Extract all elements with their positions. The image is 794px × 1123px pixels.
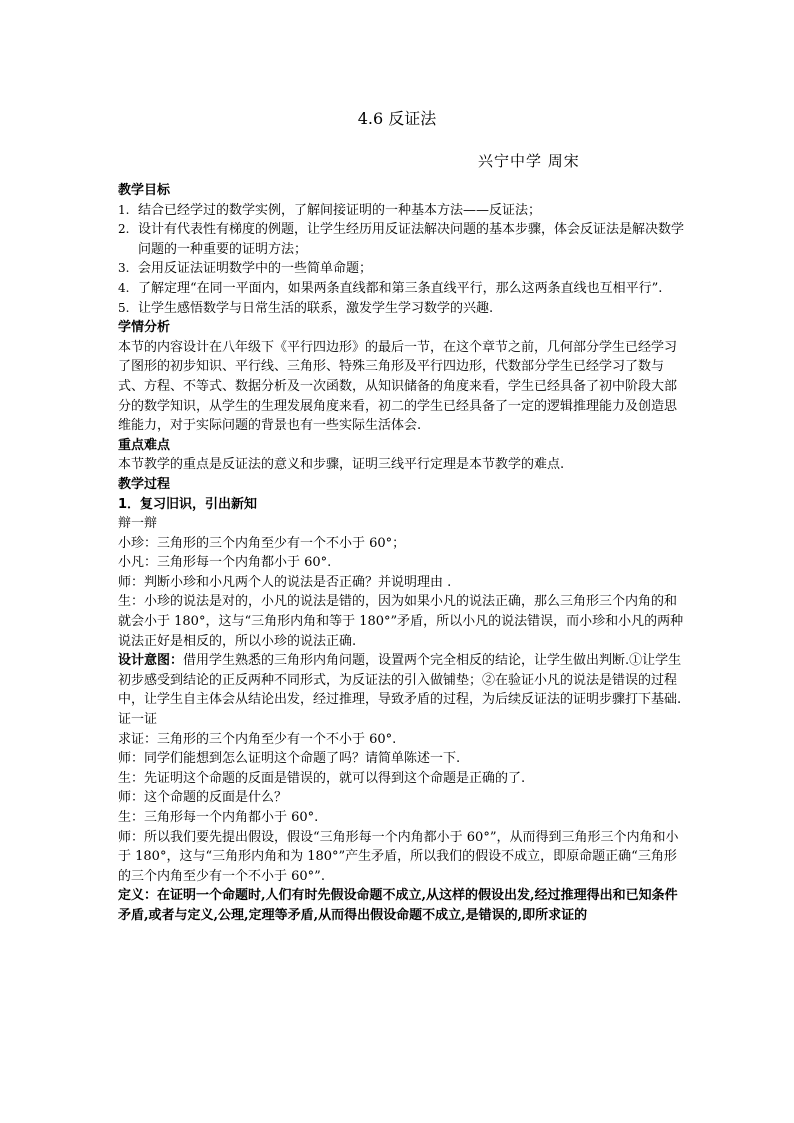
design-intent [118, 651, 684, 710]
process-heading: 教学过程 [118, 476, 171, 492]
dialogue-line: 生：小珍的说法是对的，小凡的说法是错的，因为如果小凡的说法正确，那么三角形三个内角的和就会小于 180°，这与“三角形内角和等于 180°”矛盾，所以小凡的说法错误，而小珍和小凡的两种说法正好是相反的，所以小珍的说法正确. [118, 594, 684, 649]
keypoints-paragraph: 本节教学的重点是反证法的意义和步骤，证明三线平行定理是本节教学的难点. [118, 457, 565, 473]
dialogue-line: 师：判断小珍和小凡两个人的说法是否正确？并说明理由 . [118, 574, 452, 590]
step1-heading: 1．复习旧识，引出新知 [118, 496, 258, 512]
author-line: 兴宁中学 周宋 [478, 152, 580, 170]
dialogue-line: 小凡：三角形每一个内角都小于 60°. [118, 555, 332, 571]
analysis-heading: 学情分析 [118, 320, 171, 336]
list-item: 4. 了解定理“在同一平面内，如果两条直线都和第三条直线平行，那么这两条直线也互相平行”. [118, 280, 663, 296]
keypoints-heading: 重点难点 [118, 437, 171, 453]
list-item: 2. 设计有代表性有梯度的例题，让学生经历用反证法解决问题的基本步骤，体会反证法是解决数学问题的一种重要的证明方法； [118, 222, 685, 257]
design-text: 借用学生熟悉的三角形内角问题，设置两个完全相反的结论，让学生做出判断.①让学生初步感受到结论的正反两种不同形式，为反证法的引入做铺垫；②在验证小凡的说法是错误的过程中，让学生自主体会从结论出发，经过推理，导致矛盾的过程，为后续反证法的证明步骤打下基础. [118, 653, 682, 708]
goals-list [118, 201, 684, 319]
dialogue-line: 生：三角形每一个内角都小于 60°. [118, 810, 319, 825]
document-title: 4.6 反证法 [357, 109, 437, 128]
dialogue-line: 求证：三角形的三个内角至少有一个不小于 60°. [118, 731, 397, 747]
design-label: 设计意图： [118, 653, 184, 669]
list-item: 3. 会用反证法证明数学中的一些简单命题； [118, 261, 373, 277]
list-item: 5. 让学生感悟数学与日常生活的联系，激发学生学习数学的兴趣. [118, 300, 494, 316]
dialogue-line: 小珍：三角形的三个内角至少有一个不小于 60°； [118, 535, 406, 551]
analysis-paragraph: 本节的内容设计在八年级下《平行四边形》的最后一节，在这个章节之前，几何部分学生已经学习了图形的初步知识、平行线、三角形、特殊三角形及平行四边形，代数部分学生已经学习了数与式、方程、不等式、数据分析及一次函数，从知识储备的角度来看，学生已经具备了初中阶段大部分的数学知识，从学生的生理发展角度来看，初二的学生已经具备了一定的逻辑推理能力及创造思维能力，对于实际问题的背景也有一些实际生活体会. [118, 339, 678, 434]
debate-label: 辩一辩 [118, 516, 158, 532]
dialogue-line: 师：同学们能想到怎么证明这个命题了吗？请简单陈述一下. [118, 751, 461, 767]
proof-label: 证一证 [118, 712, 158, 728]
dialogue-line: 师：所以我们要先提出假设，假设“三角形每一个内角都小于 60°”，从而得到三角形三个内角和小于 180°，这与“三角形内角和为 180°”产生矛盾，所以我们的假设不成立，即原命题正确“三角形的三个内角至少有一个不小于 60°”. [118, 829, 679, 884]
list-item: 1. 结合已经学过的数学实例，了解间接证明的一种基本方法——反证法； [118, 202, 542, 218]
dialogue-line: 生：先证明这个命题的反面是错误的，就可以得到这个命题是正确的了. [118, 770, 526, 786]
document-body [118, 181, 684, 926]
goals-heading: 教学目标 [118, 183, 171, 198]
dialogue-line: 师：这个命题的反面是什么？ [118, 790, 288, 806]
definition-paragraph: 定义：在证明一个命题时,人们有时先假设命题不成立,从这样的假设出发,经过推理得出和已知条件矛盾,或者与定义,公理,定理等矛盾,从而得出假设命题不成立,是错误的,即所求证的 [118, 888, 678, 923]
